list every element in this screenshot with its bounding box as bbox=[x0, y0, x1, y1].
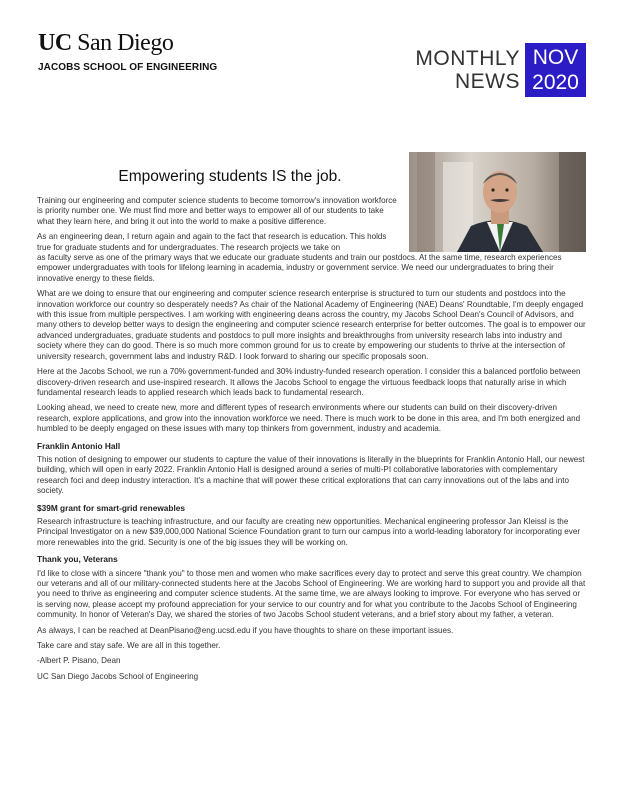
section-heading-franklin-antonio-hall: Franklin Antonio Hall bbox=[37, 440, 121, 451]
news-word: NEWS bbox=[455, 70, 520, 93]
issue-month: NOV bbox=[532, 46, 579, 69]
paragraph-intro: Training our engineering and computer science students to become tomorrow's innovation workforce is priority number one. We must find more and better ways to empower all of our students to take what they learn here, and bring it out into the world to make a positive difference. bbox=[37, 196, 397, 226]
issue-date-box bbox=[525, 43, 586, 97]
paragraph-franklin-antonio-hall: This notion of designing to empower our students to capture the value of their innovations is literally in the blueprints for Franklin Antonio Hall, our newest building, which will open in early 2022. Franklin Antonio Hall is designed around a series of multi-PI collaborative laboratories with complementary research foci and deep industry interaction. It's a machine that will power these critical explorations that can carry innovations out of the labs and into society. bbox=[37, 454, 585, 496]
logo-san-diego: San Diego bbox=[77, 30, 174, 56]
monthly-word: MONTHLY bbox=[415, 47, 520, 70]
uc-san-diego-logo bbox=[38, 30, 173, 57]
paragraph-veterans: I'd like to close with a sincere "thank you" to those men and women who make sacrifices every day to protect and serve this great country. We champion our veterans and all of our military-connected students here at the Jacobs School of Engineering. We are working hard to support you and provide all that you need to thrive as engineering and computer science students. At the same time, we are always looking to improve. For everyone who has served or is serving now, please accept my profound appreciation for your service to our country and for what you contribute to the Jacobs School of Engineering community. In honor of Veteran's Day, we shared the stories of two Jacobs School student veterans, and a brief story about my father, a veteran. bbox=[37, 568, 586, 620]
article-headline: Empowering students IS the job. bbox=[118, 168, 342, 185]
paragraph-research-continued: as faculty serve as one of the primary ways that we educate our graduate students and train our postdocs. At the same time, research experiences empower undergraduates with tools for lifelong learning in academia, industry or government service. We need our undergraduates to bring their innovative energy to these fields. bbox=[37, 253, 562, 283]
take-care-line: Take care and stay safe. We are all in this together. bbox=[37, 641, 221, 651]
paragraph-funding: Here at the Jacobs School, we run a 70% government-funded and 30% industry-funded research operation. I consider this a balanced portfolio between discovery-driven research and use-inspired research. It allows the Jacobs School to engage the virtuous feedback loops that naturally arise in which fundamental research leads to applied research which leads back to fundamental research. bbox=[37, 367, 581, 397]
signature-line: -Albert P. Pisano, Dean bbox=[37, 656, 121, 666]
logo-subtitle: JACOBS SCHOOL OF ENGINEERING bbox=[38, 62, 218, 73]
section-heading-veterans: Thank you, Veterans bbox=[37, 554, 118, 565]
paragraph-looking-ahead: Looking ahead, we need to create new, more and different types of research environments where our students can build on their discovery-driven research, explore applications, and grow into the innovation workforce we need. There is much work to be done in this area, and I'm both energized and humbled to be deeply engaged on these issues with many top thinkers from government, industry and academia. bbox=[37, 403, 581, 434]
paragraph-workforce: What are we doing to ensure that our engineering and computer science research enterprise is structured to turn our students and postdocs into the innovation workforce our country so desperately needs? As chair of the National Academy of Engineering (NAE) Deans' Roundtable, I'm deeply engaged with this issue from multiple perspectives. I am working with engineering deans across the country, my Jacobs School Dean's Council of Advisors, and many others to develop better ways to design the engineering and computer science research enterprise for better outcomes. The goal is to empower our advanced undergraduates, graduate students and postdocs to pull more insights and breakthroughs from university research labs into industry and society where they can do good. There is so much more common ground for us to create by empowering our students to thrive at the intersection of university research, government labs and industry R&D. I look forward to sharing our specific proposals soon. bbox=[37, 289, 586, 361]
article-body bbox=[37, 196, 587, 687]
organization-line: UC San Diego Jacobs School of Engineering bbox=[37, 671, 199, 681]
logo-uc: UC bbox=[38, 30, 72, 56]
monthly-news-label bbox=[415, 47, 520, 93]
issue-year: 2020 bbox=[532, 71, 579, 94]
section-heading-smart-grid-grant: $39M grant for smart-grid renewables bbox=[37, 502, 186, 513]
paragraph-smart-grid-grant: Research infrastructure is teaching infrastructure, and our faculty are creating new opportunities. Mechanical engineering professor Jan Kleissl is the Principal Investigator on a new $39,000,000 National Science Foundation grant to turn our campus into a world-leading laboratory for incorporating ever more renewables into the grid. Security is one of the big issues they will be working on. bbox=[37, 516, 581, 547]
newsletter-header bbox=[0, 0, 620, 110]
paragraph-research-education: As an engineering dean, I return again and again to the fact that research is education. This holds true for graduate students and for undergraduates. The research projects we take on bbox=[37, 232, 387, 252]
closing-block bbox=[37, 626, 587, 683]
contact-line: As always, I can be reached at DeanPisano@eng.ucsd.edu if you have thoughts to share on these important issues. bbox=[37, 625, 454, 635]
